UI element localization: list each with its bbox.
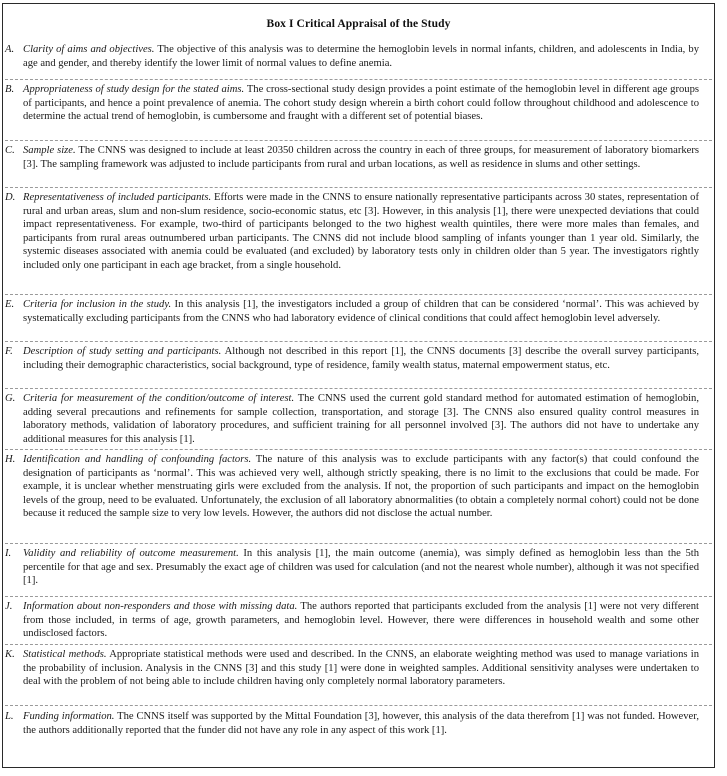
item-heading: Description of study setting and participants. — [23, 346, 222, 357]
item-heading: Funding information. — [23, 711, 115, 722]
divider — [5, 187, 712, 188]
item-letter: I. — [5, 548, 12, 559]
box-title: Box I Critical Appraisal of the Study — [266, 18, 451, 30]
divider — [5, 140, 712, 141]
divider — [5, 449, 712, 450]
item-heading: Validity and reliability of outcome measurement. — [23, 548, 239, 559]
item-text: The authors reported that participants excluded from the analysis [1] were not very different from those included, in terms of age, growth parameters, and hemoglobin level. However, there were differences in household wealth and some other undisclosed factors. — [23, 601, 699, 640]
divider — [5, 644, 712, 645]
item-letter: C. — [5, 145, 15, 156]
item-heading: Statistical methods. — [23, 649, 107, 660]
appraisal-item-c — [5, 144, 699, 171]
item-letter: F. — [5, 346, 13, 357]
appraisal-item-j — [5, 600, 699, 641]
item-letter: K. — [5, 649, 15, 660]
appraisal-item-a — [5, 43, 699, 70]
appraisal-item-i — [5, 547, 699, 588]
item-letter: A. — [5, 44, 15, 55]
divider — [5, 79, 712, 80]
item-heading: Clarity of aims and objectives. — [23, 44, 155, 55]
item-heading: Information about non-responders and those with missing data. — [23, 601, 298, 612]
item-letter: H. — [5, 454, 16, 465]
divider — [5, 705, 712, 706]
item-text: In this analysis [1], the main outcome (anemia), was simply defined as hemoglobin less than the 5th percentile for that age and sex. Presumably the exact age of children was used for calculation (and not the nearest whole number), although it was not specified [1]. — [23, 548, 699, 587]
item-heading: Appropriateness of study design for the stated aims. — [23, 84, 245, 95]
item-letter: G. — [5, 393, 16, 404]
item-letter: J. — [5, 601, 13, 612]
item-heading: Sample size. — [23, 145, 76, 156]
appraisal-item-g — [5, 392, 700, 446]
divider — [5, 294, 712, 295]
item-heading: Criteria for inclusion in the study. — [23, 299, 172, 310]
item-text: The cross-sectional study design provides a point estimate of the hemoglobin level in different age groups of participants, and hence a point prevalence of anemia. The cohort study design wherein a birth cohort could follow throughout childhood and adolescence to determine the actual trend of hemoglobin, is cumbersome and fraught with a different set of potential biases. — [23, 84, 699, 123]
divider — [5, 388, 712, 389]
critical-appraisal-box — [2, 3, 715, 768]
item-text: Although not described in this report [1], the CNNS documents [3] describe the overall survey participants, including their demographic characteristics, social background, type of residence, family wealth status, maternal empowerment status, etc. — [23, 346, 699, 371]
appraisal-item-k — [5, 648, 699, 689]
item-letter: E. — [5, 299, 15, 310]
divider — [5, 596, 712, 597]
divider — [5, 543, 712, 544]
item-letter: D. — [5, 192, 16, 203]
appraisal-item-d — [5, 191, 699, 273]
item-text: In this analysis [1], the investigators included a group of children that can be considered ‘normal’. This was achieved by systematically excluding participants from the CNNS who had laboratory evidence of clinical conditions that could affect hemoglobin level adversely. — [23, 299, 699, 324]
item-letter: L. — [5, 711, 14, 722]
divider — [5, 341, 712, 342]
item-text: The CNNS was designed to include at least 20350 children across the country in each of three groups, for measurement of laboratory biomarkers [3]. The sampling framework was adjusted to include participants from rural and urban locations, as well as residence in slums and other settings. — [23, 145, 699, 170]
appraisal-item-h — [5, 453, 699, 521]
appraisal-item-f — [5, 345, 699, 372]
appraisal-item-e — [5, 298, 699, 325]
item-heading: Criteria for measurement of the condition/outcome of interest. — [23, 393, 295, 404]
item-letter: B. — [5, 84, 15, 95]
item-text: The CNNS used the current gold standard method for automated estimation of hemoglobin, adding several precautions and refinements for sample collection, transportation, and storage [3]. The CNNS also ensured quality control measures in laboratory methods, validation of laboratory procedures, and sufficient training for all personnel involved [3]. The authors did not have to undertake any additional measures for this analysis [1]. — [23, 393, 700, 445]
item-heading: Representativeness of included participants. — [23, 192, 212, 203]
item-text: Appropriate statistical methods were used and described. In the CNNS, an elaborate weighting method was used to manage variations in the probability of inclusion. Analysis in the CNNS [3] and this study [1] were done in weighted samples. Additional sensitivity analyses were undertaken to deal with the problem of not being able to include children having only completely normal laboratory parameters. — [23, 649, 699, 688]
item-text: The objective of this analysis was to determine the hemoglobin levels in normal infants, children, and adolescents in India, by age and gender, and thereby identify the lower limit of normal values to define anemia. — [23, 44, 699, 69]
item-heading: Identification and handling of confounding factors. — [23, 454, 252, 465]
appraisal-item-b — [5, 83, 699, 124]
item-text: Efforts were made in the CNNS to ensure nationally representative participants across 30 states, representation of rural and urban areas, slum and non-slum residence, socio-economic status, etc [3]. However, in this analysis [1], there were unexpected deviations that could impact representativeness. For example, two-third of participants belonged to the two highest wealth quintiles, there were more males than females, and participants from rural areas outnumbered urban participants. The CNNS did not include blood sampling of infants younger than 1 year old. Similarly, the systemic diseases associated with anemia could be evaluated (and excluded) by laboratory tests only in children older than 5 year. The investigators rightly included only one participant in each age bracket, from a single household. — [23, 192, 699, 271]
item-text: The nature of this analysis was to exclude participants with any factor(s) that could confound the designation of participants as ‘normal’. This was achieved very well, although strictly speaking, there is no limit to the exclusions that could be made. For example, it is unclear whether menstruating girls were excluded from the analysis. If not, the proportion of such participants and impact on the hemoglobin levels of the group, need to be evaluated. Unfortunately, the exclusion of all laboratory abnormalities (to obtain a completely normal cohort) could not be done because it reduced the sample size to very low levels. However, the authors did not disclose the actual number. — [23, 454, 699, 520]
appraisal-item-l — [5, 710, 699, 737]
item-text: The CNNS itself was supported by the Mittal Foundation [3], however, this analysis of the data therefrom [1] was not funded. However, the authors additionally reported that the funder did not have any role in any aspect of this work [1]. — [23, 711, 699, 736]
